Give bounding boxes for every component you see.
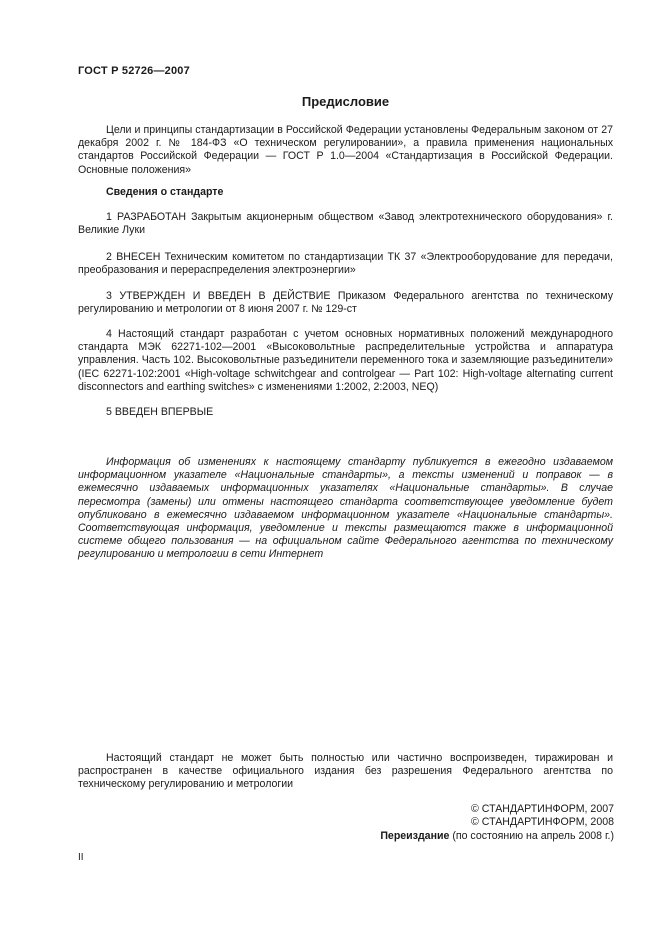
notice-paragraph: Информация об изменениях к настоящему стандарту публикуется в ежегодно издаваемом информационном указателе «Национальные стандарты», а тексты изменений и поправок — в ежемесячно издаваемых информационных указателях «Национальные стандарты». В случае пересмотра (замены) или отмены настоящего стандарта соответствующее уведомление будет опубликовано в ежемесячно издаваемом информационном указателе «Национальные стандарты». Соответствующая информация, уведомление и тексты размещаются также в информационной системе общего пользования — на официальном сайте Федерального агентства по техническому регулированию и метрологии в сети Интернет [78, 456, 613, 561]
item-2: 2 ВНЕСЕН Техническим комитетом по стандартизации ТК 37 «Электрооборудование для передачи, преобразования и перераспределения электроэнергии» [78, 251, 613, 277]
reissue-label: Переиздание [380, 829, 450, 842]
reissue-text: (по состоянию на апрель 2008 г.) [449, 829, 614, 842]
document-code: ГОСТ Р 52726—2007 [78, 65, 190, 77]
copyright-line: © СТАНДАРТИНФОРМ, 2008 [471, 816, 614, 829]
copyright-block [380, 803, 614, 843]
item-4: 4 Настоящий стандарт разработан с учетом основных нормативных положений международного стандарта МЭК 62271-102—2001 «Высоковольтные распределительные устройства и аппаратура управления. Часть 102. Высоковольтные разъединители переменного тока и заземляющие разъединители» (IEC 62271-102:2001 «High-voltage schwitchgear and controlgear — Part 102: High-voltage alternating current disconnectors and earthing switches» с изменениями 1:2002, 2:2003, NEQ) [78, 328, 613, 393]
item-3: 3 УТВЕРЖДЕН И ВВЕДЕН В ДЕЙСТВИЕ Приказом Федерального агентства по техническому регулированию и метрологии от 8 июня 2007 г. № 129-ст [78, 290, 613, 316]
reissue-line [380, 830, 614, 843]
section-heading: Сведения о стандарте [106, 186, 224, 198]
copyright-notice: Настоящий стандарт не может быть полностью или частично воспроизведен, тиражирован и распространен в качестве официального издания без разрешения Федерального агентства по техническому регулированию и метрологии [78, 752, 613, 791]
item-1: 1 РАЗРАБОТАН Закрытым акционерным обществом «Завод электротехнического оборудования» г. Великие Луки [78, 211, 613, 237]
page-number: II [78, 852, 84, 863]
page-title: Предисловие [301, 94, 390, 109]
intro-paragraph: Цели и принципы стандартизации в Российской Федерации установлены Федеральным законом от 27 декабря 2002 г. № 184-ФЗ «О техническом регулировании», а правила применения национальных стандартов Российской Федерации — ГОСТ Р 1.0—2004 «Стандартизация в Российской Федерации. Основные положения» [78, 124, 613, 176]
copyright-line: © СТАНДАРТИНФОРМ, 2007 [471, 803, 614, 815]
item-5: 5 ВВЕДЕН ВПЕРВЫЕ [106, 406, 214, 418]
